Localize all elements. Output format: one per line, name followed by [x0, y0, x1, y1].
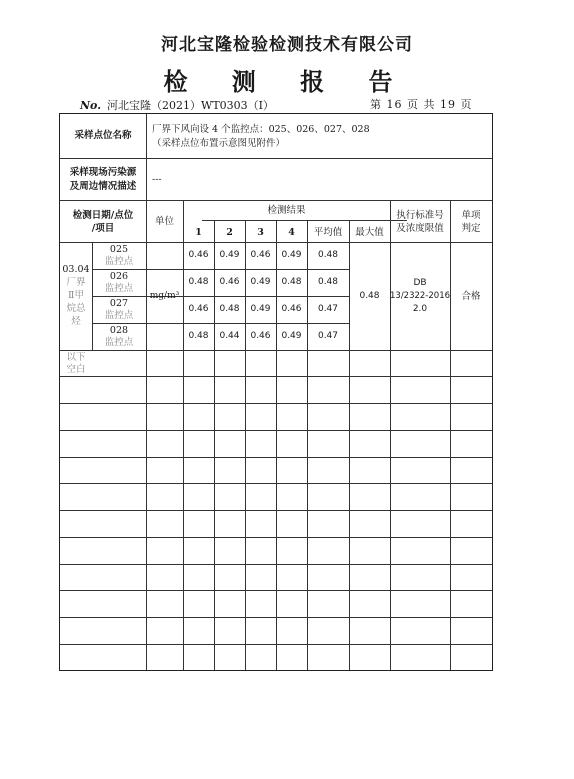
table-cell-average: 0.47: [317, 331, 339, 341]
table-cell-average: 0.48: [317, 277, 339, 287]
point-026-label: 监控点: [104, 283, 134, 294]
table-cell: 0.46: [281, 304, 302, 314]
grid-line: [60, 158, 492, 159]
point-026-id: 026: [109, 271, 129, 282]
sampling-point-label: 采样点位名称: [74, 130, 132, 141]
standard-limit: 2.0: [412, 304, 428, 314]
page-info: 第 16 页 共 19 页: [370, 98, 473, 111]
point-027-id: 027: [109, 298, 129, 309]
point-028-label: 监控点: [104, 337, 134, 348]
grid-line: [146, 114, 147, 200]
blank-marker-line1: 以下: [66, 352, 86, 363]
grid-line: [146, 200, 147, 670]
standard-line2: 13/2322-2016: [390, 291, 451, 301]
table-cell: 0.46: [219, 277, 240, 287]
header-unit: 单位: [154, 216, 174, 227]
test-item-line3: 烷总: [66, 303, 86, 314]
header-col-2: 2: [226, 227, 233, 238]
test-item-line4: 烃: [71, 316, 81, 327]
header-col-4: 4: [288, 227, 295, 238]
pollution-source-label-line2: 及周边情况描述: [69, 181, 137, 192]
standard-line1: DB: [413, 278, 427, 288]
blank-marker-line2: 空白: [66, 364, 86, 375]
table-cell: 0.46: [188, 250, 209, 260]
point-025-label: 监控点: [104, 256, 134, 267]
table-cell: 0.49: [219, 250, 240, 260]
header-judgement-line2: 判定: [461, 223, 481, 234]
pollution-source-label-line1: 采样现场污染源: [69, 167, 137, 178]
grid-line: [390, 200, 391, 670]
test-item-line2: Ⅱ甲: [68, 290, 84, 301]
sampling-point-value-line2: （采样点位布置示意图见附件）: [152, 138, 286, 149]
header-date-point-line2: /项目: [91, 223, 115, 234]
grid-line: [60, 200, 492, 201]
report-title: 检 测 报 告: [163, 67, 411, 96]
header-judgement-line1: 单项: [461, 210, 481, 221]
report-number-line: [80, 97, 274, 113]
table-cell: 0.46: [250, 331, 271, 341]
header-standard-line1: 执行标准号: [396, 210, 444, 221]
point-028-id: 028: [109, 325, 129, 336]
test-item-line1: 厂界: [66, 277, 86, 288]
sampling-point-value-line1: 厂界下风向设 4 个监控点：025、026、027、028: [152, 124, 370, 135]
table-cell: 0.49: [281, 331, 302, 341]
table-cell: 0.46: [188, 304, 209, 314]
header-standard-line2: 及浓度限值: [396, 223, 444, 234]
test-date: 03.04: [62, 264, 90, 275]
header-max: 最大值: [355, 227, 384, 238]
max-value: 0.48: [359, 291, 380, 301]
header-average: 平均值: [313, 227, 343, 238]
grid-line: [349, 220, 350, 670]
report-table: [59, 113, 493, 671]
report-number: 河北宝隆（2021）WT0303（Ⅰ）: [107, 99, 275, 112]
point-027-label: 监控点: [104, 310, 134, 321]
table-cell: 0.49: [281, 250, 302, 260]
grid-line: [450, 200, 451, 670]
table-cell-average: 0.48: [317, 250, 339, 260]
table-cell: 0.48: [188, 277, 209, 287]
report-number-label: No.: [80, 99, 102, 112]
header-col-1: 1: [195, 227, 202, 238]
table-cell: 0.48: [188, 331, 209, 341]
judgement: 合格: [461, 291, 481, 302]
table-cell: 0.44: [219, 331, 240, 341]
table-cell: 0.48: [281, 277, 302, 287]
grid-line: [146, 269, 349, 270]
unit: mg/m³: [149, 291, 180, 301]
table-cell-average: 0.47: [317, 304, 339, 314]
point-025-id: 025: [109, 244, 129, 255]
table-cell: 0.46: [250, 250, 271, 260]
grid-line: [146, 323, 349, 324]
pollution-source-value: ---: [152, 174, 162, 185]
table-cell: 0.49: [250, 277, 271, 287]
company-name: 河北宝隆检验检测技术有限公司: [161, 35, 413, 55]
header-results: 检测结果: [267, 205, 306, 216]
header-col-3: 3: [257, 227, 264, 238]
table-cell: 0.48: [219, 304, 240, 314]
table-cell: 0.49: [250, 304, 271, 314]
grid-line: [202, 220, 407, 221]
header-date-point-line1: 检测日期/点位: [72, 210, 134, 221]
